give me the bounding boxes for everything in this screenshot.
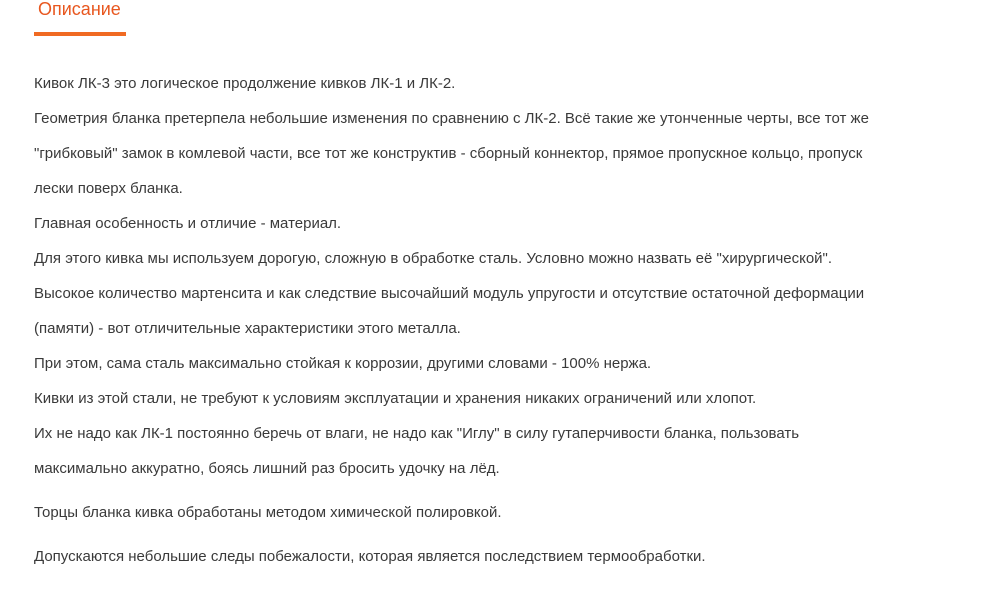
tab-description[interactable]: [34, 0, 126, 36]
product-tabs: [34, 0, 126, 36]
description-line: Кивок ЛК-3 это логическое продолжение кивков ЛК-1 и ЛК-2.: [34, 75, 456, 92]
description-line: Высокое количество мартенсита и как следствие высочайший модуль упругости и отсутствие остаточной деформации: [34, 285, 865, 302]
description-line: (памяти) - вот отличительные характеристики этого металла.: [34, 320, 461, 337]
description-line: лески поверх бланка.: [34, 180, 183, 197]
description-content: [34, 66, 954, 574]
description-line: Торцы бланка кивка обработаны методом химической полировкой.: [34, 504, 502, 521]
description-line: Их не надо как ЛК-1 постоянно беречь от влаги, не надо как "Иглу" в силу гутаперчивости бланка, пользовать: [34, 425, 800, 442]
description-line: Главная особенность и отличие - материал.: [34, 215, 342, 232]
description-line: При этом, сама сталь максимально стойкая к коррозии, другими словами - 100% нержа.: [34, 355, 652, 372]
description-line: "грибковый" замок в комлевой части, все тот же конструктив - сборный коннектор, прямое пропускное кольцо, пропуск: [34, 145, 863, 162]
description-line: Для этого кивка мы используем дорогую, сложную в обработке сталь. Условно можно назвать её "хирургической".: [34, 250, 833, 267]
description-line: Кивки из этой стали, не требуют к условиям эксплуатации и хранения никаких ограничений или хлопот.: [34, 390, 757, 407]
tab-description-label: Описание: [38, 0, 121, 19]
description-line: Допускаются небольшие следы побежалости, которая является последствием термообработки.: [34, 548, 706, 565]
description-line: Геометрия бланка претерпела небольшие изменения по сравнению с ЛК-2. Всё такие же утонченные черты, все тот же: [34, 110, 869, 127]
description-line: максимально аккуратно, боясь лишний раз бросить удочку на лёд.: [34, 460, 500, 477]
